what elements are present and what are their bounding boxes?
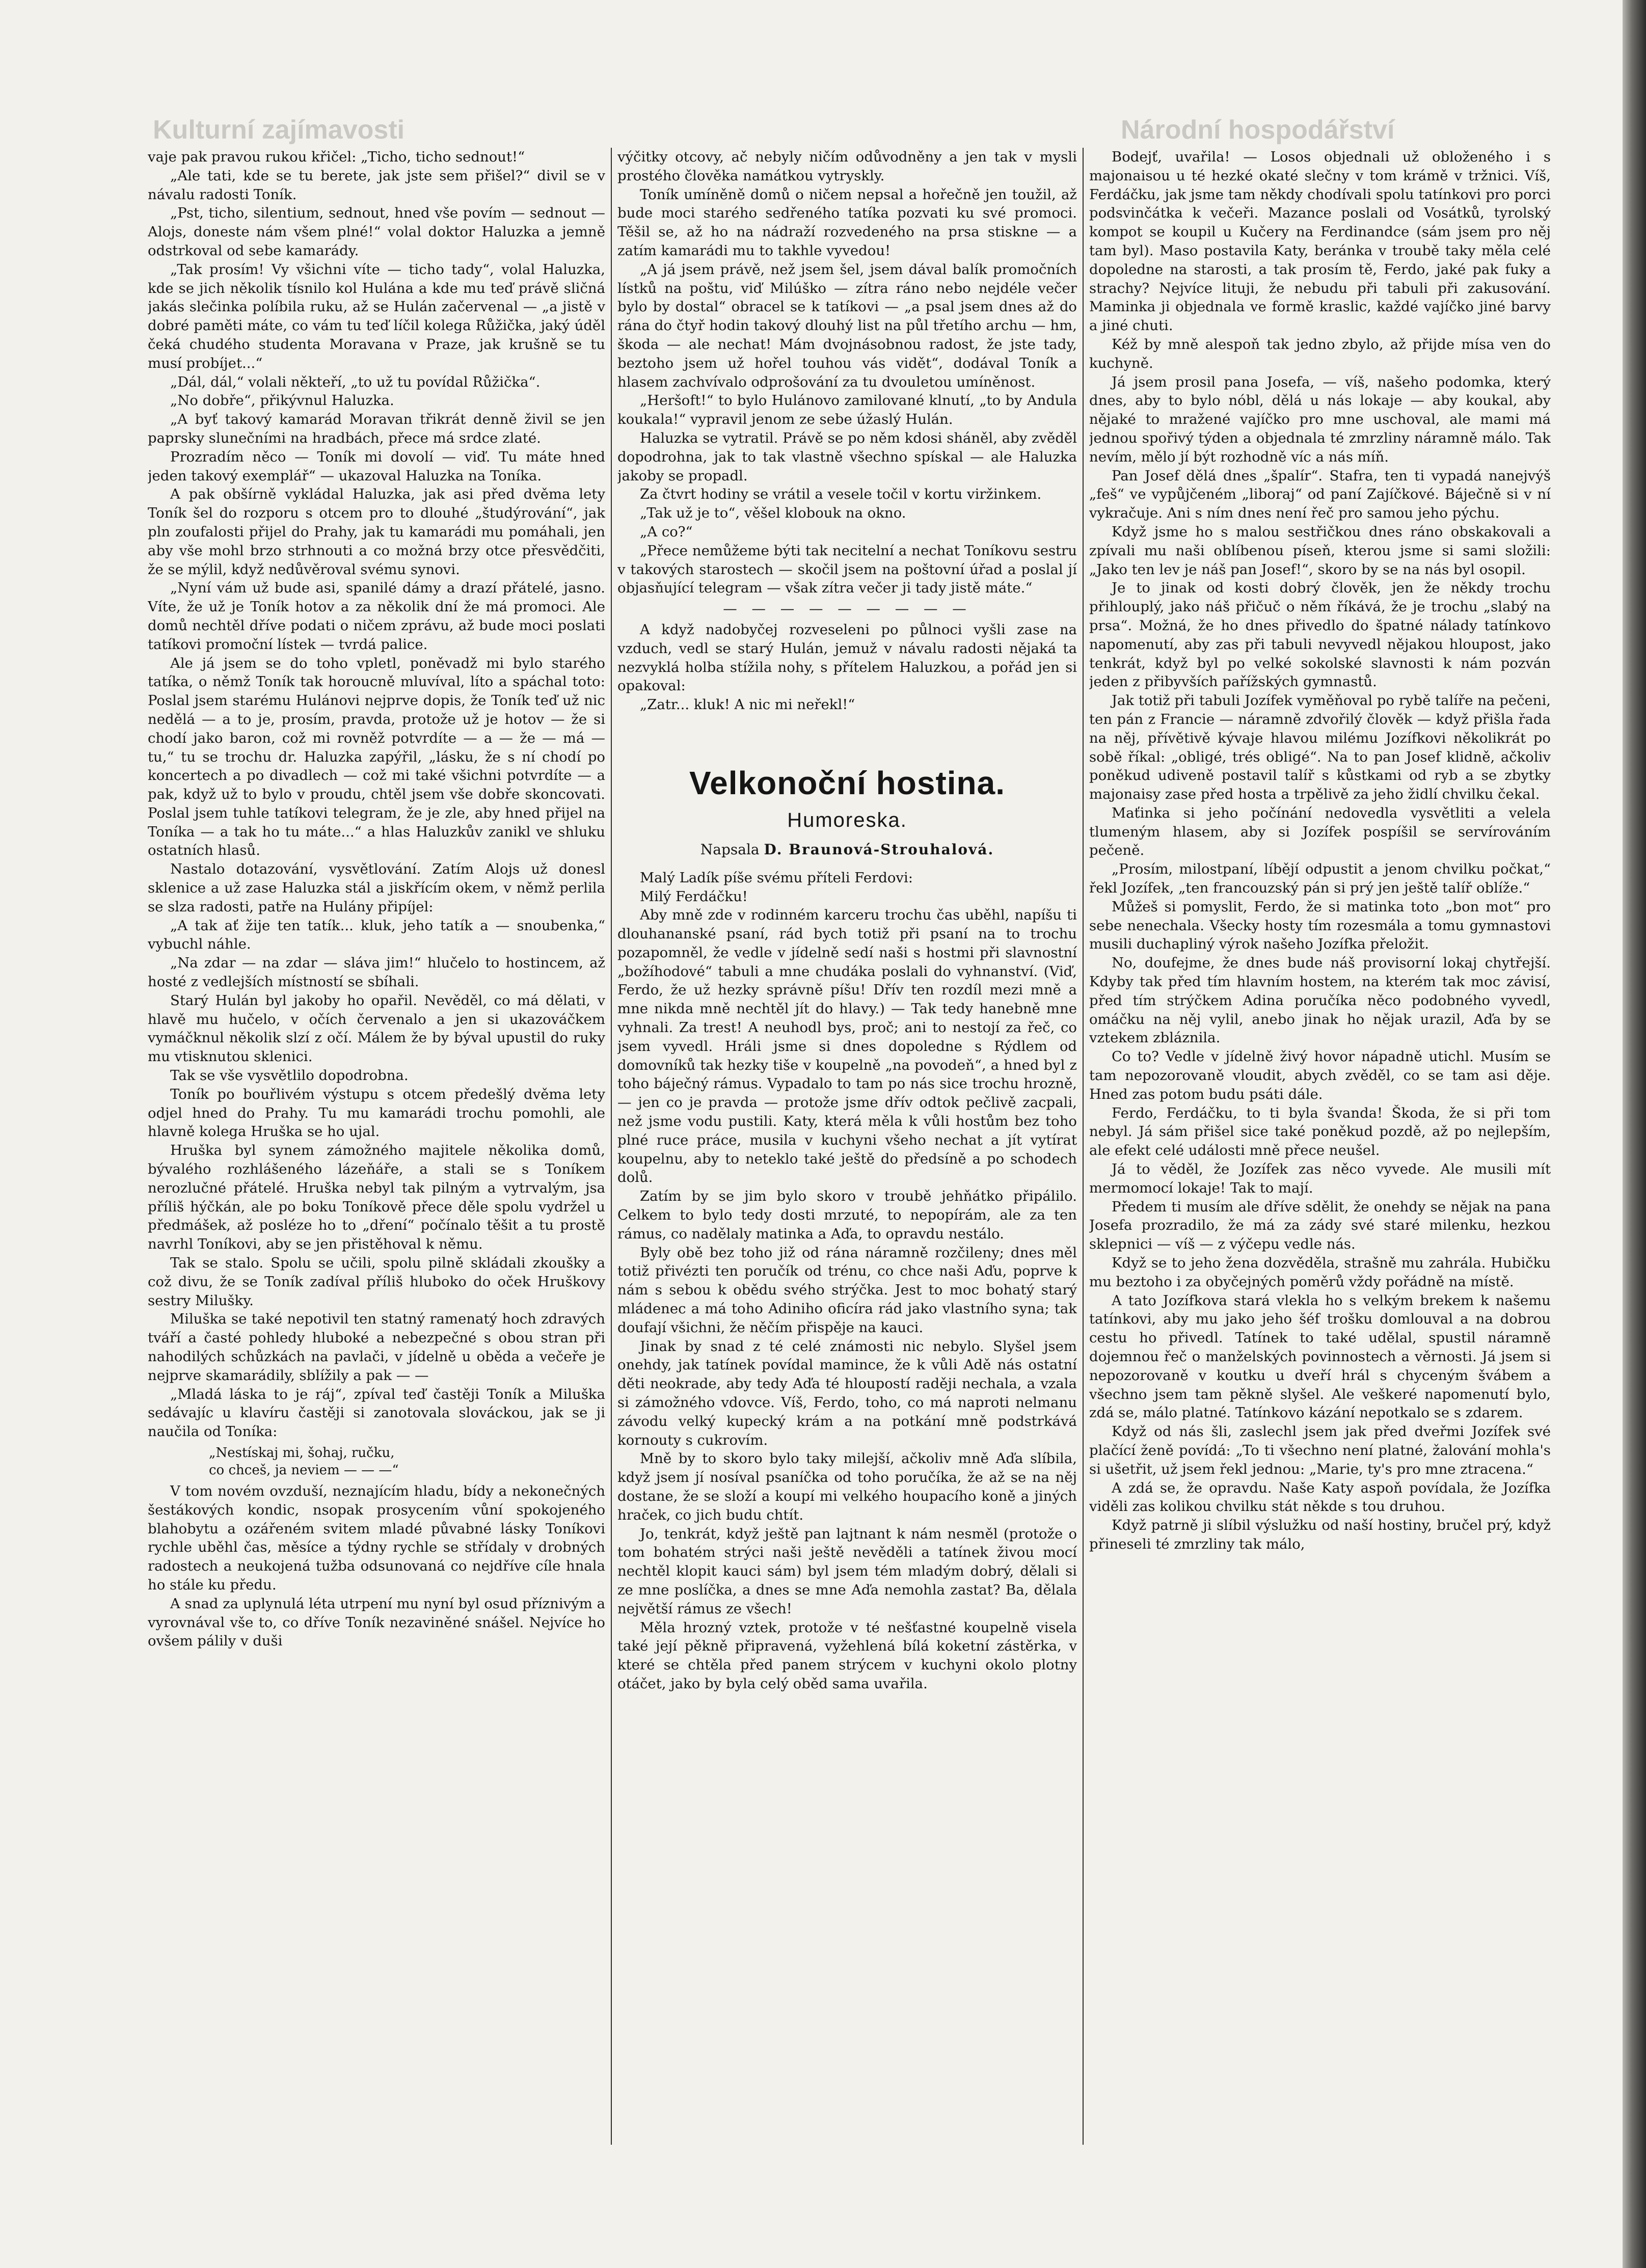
paragraph: Nastalo dotazování, vysvětlování. Zatím Alojs už donesl sklenice a už zase Haluzka stál a jiskřícím okem, v němž perlila se slza radosti, patře na Hulány připíjel: [148,861,605,915]
paragraph: Ale já jsem se do toho vpletl, poněvadž mi bylo starého tatíka, o němž Toník tak horoucně mluvíval, líto a spáchal toto: Poslal jsem starému Hulánovi nejprve dopis, že Toník teď už nic nedělá — a to je, prosím, pravda, protože už je hotov — že si chodí jako baron, což mi rovněž potvrdíte — a — že — má — tu,“ tu se trochu dr. Haluzka zapýřil, „lásku, že s ní chodí po koncertech a po divadlech — což mi také všichni potvrdíte — a pak, když už to bylo v proudu, chtěl jsem vše dobře skoncovati. Poslal jsem tuhle tatíkovi telegram, že je zle, aby hned přijel na Toníka — a tak ho tu máte...“ a hlas Haluzkův zanikl ve shluku ostatních hlasů. [148,655,605,859]
paragraph: „Přece nemůžeme býti tak necitelní a nechat Toníkovu sestru v takových starostech — skočil jsem na poštovní úřad a poslal jí objasňující telegram — však zítra večer ji tady jistě máte.“ [617,542,1077,597]
paragraph: Milý Ferdáčku! [640,888,748,905]
paragraph: Já jsem prosil pana Josefa, — víš, našeho podomka, který dnes, aby to bylo nóbl, dělá u nás lokaje — aby koukal, aby nějaké to mražené vajíčko pro mne uschoval, ale mami má jednou spořivý týden a objednala té zmrzliny náramně málo. Tak nevím, mělo jí být rozhodně víc a nás míň. [1089,373,1551,465]
paragraph: „Mladá láska to je ráj“, zpíval teď častěji Toník a Miluška sedávajíc u klavíru častěji si zanotovala slováckou, jak se ji naučila od Toníka: [148,1386,605,1440]
column-divider [1083,148,1084,2145]
paragraph: „Na zdar — na zdar — sláva jim!“ hlučelo to hostincem, až hosté z vedlejších místností se sbíhali. [148,955,605,990]
paragraph: „A byť takový kamarád Moravan třikrát denně živil se jen paprsky slunečními na hradbách, přece má srdce zlaté. [148,411,605,446]
paragraph: Zatím by se jim bylo skoro v troubě jehňátko připálilo. Celkem to bylo tedy dosti mrzuté, to nepopírám, ale za ten rámus, co nadělaly matinka a Aďa, to opravdu nestálo. [617,1188,1077,1242]
section-dashes: — — — — — — — — — [723,601,972,617]
column-middle [617,148,1077,2145]
verse-line: „Nestískaj mi, šohaj, ručku, [209,1445,395,1461]
author-name: D. Braunová-Strouhalová. [764,841,994,858]
paragraph: No, doufejme, že dnes bude náš provisorní lokaj chytřejší. Kdyby tak před tím hlavním hostem, na kterém tak moc závisí, před tím strýčkem Adina poručíka něco podobného vyvedl, omáčku na něj vylil, anebo jinak ho nějak urazil, Aďa by se vztekem zbláznila. [1089,955,1551,1046]
paragraph: Haluzka se vytratil. Právě se po něm kdosi sháněl, aby zvěděl dopodrohna, jak to tak vlastně všechno spískal — ale Haluzka jakoby se propadl. [617,429,1077,484]
paragraph: Je to jinak od kosti dobrý člověk, jen že někdy trochu přihlouplý, jako náš přičuč o něm říkává, že je trochu „slabý na prsa“. Možná, že ho dnes přivedlo do špatné nálady tatínkovo napomenutí, aby zas při tabuli nevyvedl nějakou hloupost, jako tenkrát, když byl po velké sokolské slavnosti k nám pozván jeden z přibyvších pařížských gymnastů. [1089,580,1551,690]
paragraph: Jak totiž při tabuli Jozífek vyměňoval po rybě talíře na pečeni, ten pán z Francie — náramně zdvořilý člověk — když přišla řada na něj, přívětivě kývaje hlavou milému Jozífkovi několikrát po sobě říkal: „obligé, trés obligé“. Na to pan Josef klidně, ačkoliv poněkud udiveně postavil talíř s kůstkami od ryb a se zbytky majonaisy zase před hosta a trpělivě za jeho židlí chvilku čekal. [1089,692,1551,803]
paragraph: A snad za uplynulá léta utrpení mu nyní byl osud příznivým a vyrovnával vše to, co dříve Toník nezaviněné snášel. Nejvíce ho ovšem pálily v duši [148,1595,605,1650]
paragraph: „Prosím, milostpaní, líbějí odpustit a jenom chvilku počkat,“ řekl Jozífek, „ten francouzský pán si prý jen ještě talíř oblíže.“ [1089,861,1551,897]
paragraph: A tato Jozífkova stará vlekla ho s velkým brekem k našemu tatínkovi, aby mu jako jeho šéf trošku domlouval a na dobrou cestu ho přivedl. Tatínek to také udělal, spustil náramně dojemnou řeč o manželských povinnostech a věrnosti. Já jsem si nepozorovaně v koutku u dveří hrál s chyceným švábem a všechno jsem tam pěkně slyšel. Ale veškeré napomenutí bylo, zdá se, málo platné. Tatínkovo kázání nepotkalo se s zdarem. [1089,1292,1551,1421]
paragraph: Hruška byl synem zámožného majitele několika domů, bývalého rozhlášeného lázeňáře, a stali se s Toníkem nerozlučné přátelé. Hruška nebyl tak pilným a vytrvalým, jsa příliš hýčkán, ale po boku Toníkově přece děle spolu vydržel u předmášek, až posléze ho to „dření“ počínalo těšit a tu prostě navrhl Toníkovi, aby se jen přistěhoval k němu. [148,1142,605,1253]
paragraph: „Dál, dál,“ volali někteří, „to už tu povídal Růžička“. [170,373,541,390]
paragraph: V tom novém ovzduší, neznajícím hladu, bídy a nekonečných šestákových kondic, nsopak prosycením vůní spokojeného blahobytu a ozářeném svitem mladé půvabné lásky Toníkovi rychle uběhl čas, měsíce a týdny rychle se střídaly v drobných radostech a neukojená tužba odsunovaná co nejdříve cíle hnala ho stále ku předu. [148,1482,605,1593]
paragraph: Toník umíněně domů o ničem nepsal a hořečně jen toužil, až bude moci starého sedřeného tatíka pozvati ku své promoci. Těšil se, až ho na nádraží rozvedeného na prsa stiskne — a zatím kamarádi mu to takhle vyvedou! [617,186,1077,259]
paragraph: A když nadobyčej rozveseleni po půlnoci vyšli zase na vzduch, vedl se starý Hulán, jemuž v návalu radosti nějaká ta nezvyklá holba stížila nohy, s přítelem Haluzkou, a pořád jen si opakoval: [617,621,1077,694]
paragraph: Toník po bouřlivém výstupu s otcem předešlý dvěma lety odjel hned do Prahy. Tu mu kamarádi trochu pomohli, ale hlavně kolega Hruška se ho ujal. [148,1086,605,1140]
bleedthrough-heading-left: Kulturní zajímavosti [153,115,405,145]
paragraph: „Zatr... kluk! A nic mi neřekl!“ [640,696,855,713]
paragraph: Jo, tenkrát, když ještě pan lajtnant k nám nesměl (protože o tom bohatém strýci naši ještě nevěděli a tatínek živou mocí nechtěl klopit kauci sám) byl jsem tém mladým dobrý, dělali si ze mne poslíčka, a dnes se mne Aďa nemohla zastat? Ba, dělala největší rámus ze všech! [617,1525,1077,1617]
paragraph: A zdá se, že opravdu. Naše Katy aspoň povídala, že Jozífka viděli zas kolikou chvilku stát někde s tou druhou. [1089,1479,1551,1515]
paragraph: Ferdo, Ferdáčku, to ti byla švanda! Škoda, že si při tom nebyl. Já sám přišel sice také poněkud pozdě, až po nejlepším, ale efekt celé události mně přece neušel. [1089,1104,1551,1159]
paragraph: Miluška se také nepotivil ten statný ramenatý hoch zdravých tváří a časté pohledy hluboké a nebezpečné s obou stran při nahodilých schůzkách na pavlači, v jídelně u oběda a večeře je nejprve skamarádily, sblížily a pak — — [148,1311,605,1384]
paragraph: „No dobře“, přikývnul Haluzka. [170,392,394,409]
paragraph: „Nyní vám už bude asi, spanilé dámy a drazí přátelé, jasno. Víte, že už je Toník hotov a za několik dní že má promoci. Ale domů nechtěl dříve podati o ničem zprávu, až bude moci poslati tatíkovi promoční lístek — tvrdá palice. [148,580,605,653]
verse-line: co chceš, ja neviem — — —“ [209,1462,399,1478]
paragraph: Kéž by mně alespoň tak jedno zbylo, až přijde mísa ven do kuchyně. [1089,336,1551,371]
paragraph: Co to? Vedle v jídelně živý hovor nápadně utichl. Musím se tam nepozorovaně vloudit, abych zvěděl, co se tam asi děje. Hned zas potom budu psáti dále. [1089,1048,1551,1102]
paragraph: Maťinka si jeho počínání nedovedla vysvětliti a velela tlumeným hlasem, aby si Jozífek pospíšil se servírováním pečeně. [1089,804,1551,859]
paragraph: A pak obšírně vykládal Haluzka, jak asi před dvěma lety Toník šel do rozporu s otcem pro to dlouhé „študýrování“, jak pln zoufalosti přijel do Prahy, jak tu kamarádi mu pomáhali, jen aby vše mohl brzo strhnouti a co možná brzy otce přesvědčiti, že se mýlil, když nedůvěroval svému synovi. [148,486,605,578]
paragraph: Prozradím něco — Toník mi dovolí — viď. Tu máte hned jeden takový exemplář“ — ukazoval Haluzka na Toníka. [148,448,605,484]
paragraph: „Heršoft!“ to bylo Hulánovo zamilované klnutí, „to by Andula koukala!“ vypravil jenom ze sebe úžaslý Hulán. [617,392,1077,428]
paragraph: Mně by to skoro bylo taky milejší, ačkoliv mně Aďa slíbila, když jsem jí nosíval psaníčka od toho poručíka, že až se na něj dostane, že se složí a koupí mi velkého houpacího koně a jiných hraček, co jich budu chtít. [617,1450,1077,1523]
paragraph: Předem ti musím ale dříve sdělit, že onehdy se nějak na pana Josefa prozradilo, že má za zády své staré milenku, hezkou sklepnici — víš — z výčepu vedle nás. [1089,1198,1551,1253]
column-left [148,148,605,2145]
paragraph: vaje pak pravou rukou křičel: „Ticho, ticho sednout!“ [148,149,525,165]
paragraph: „Tak už je to“, věšel klobouk na okno. [640,505,906,522]
paragraph: „A co?“ [640,523,693,540]
paragraph: Měla hrozný vztek, protože v té nešťastné koupelně visela také její pěkně připravená, vyžehlená bílá koketní zástěrka, v které se chtěla před panem strýcem v kuchyni okolo plotny otáčet, jako by byla celý oběd sama uvařila. [617,1619,1077,1692]
paragraph: Malý Ladík píše svému příteli Ferdovi: [640,869,913,886]
paragraph: „A já jsem právě, než jsem šel, jsem dával balík promočních lístků na poštu, viď Milúško — zítra ráno nebo nejdéle večer bylo by dostal“ obracel se k tatíkovi — „a psal jsem dnes až do rána do čtyř hodin takový dlouhý list na půl třetího archu — hm, škoda — ale nechat! Mám dvojnásobnou radost, že jste tady, beztoho jsem už hořel touhou vás vidět“, dodával Toník a hlasem zachvívalo odprošování za tu dvouletou umíněnost. [617,261,1077,390]
paragraph: Pan Josef dělá dnes „špalír“. Stafra, ten ti vypadá nanejvýš „feš“ ve vypůjčeném „liboraj“ od paní Zajíčkové. Báječně si v ní vykračuje. Ani s ním dnes není řeč pro samou jeho pýchu. [1089,467,1551,522]
bleedthrough-heading-right: Národní hospodářství [1121,115,1395,145]
byline-prefix: Napsala [700,841,760,858]
paragraph: Můžeš si pomyslit, Ferdo, že si matinka toto „bon mot“ pro sebe nenechala. Všecky hosty tím rozesmála a tomu gymnastovi musili duchapliný výrok našeho Jozífka přeložit. [1089,898,1551,953]
song-verse [209,1444,605,1479]
story-subtitle: Humoreska. [787,808,907,831]
paragraph: Aby mně zde v rodinném karceru trochu čas uběhl, napíšu ti dlouhananské psaní, rád bych totiž při psaní na to trochu pozapomněl, že vedle v jídelně sedí naši s hostmi při slavnostní „božíhodové“ tabuli a mne chudáka poslali do vyhnanství. (Viď, Ferdo, že už hezky správně píšu! Dřív ten rozdíl mezi mně a mne nikda mně nechtěl jít do hlavy.) — Tak tedy hanebně mne vyhnali. Za trest! A neuhodl bys, proč; ani to nestojí za řeč, co jsem vyvedl. Hráli jsme si dnes dopoledne s Rýdlem od domovníků tak hezky tiše v koupelně „na povodeň“, a hned byl z toho báječný rámus. Vypadalo to tam po nás sice trochu hrozně, — jen co je pravda — protože jsme dřív odtok pečlivě zacpali, než jsme vodu pustili. Katy, která měla k vůli hostům bez toho plné ruce práce, musila v kuchyni všeho nechat a jít vytírat koupelnu, aby to neteklo také ještě do předsíně a po schodech dolů. [617,907,1077,1186]
paragraph: „Pst, ticho, silentium, sednout, hned vše povím — sednout — Alojs, doneste nám všem plné!“ volal doktor Haluzka a jemně odstrkoval od sebe kamarády. [148,205,605,259]
paragraph: Bodejť, uvařila! — Losos objednali už obloženého i s majonaisou u té hezké okaté slečny v tom krámě v tržnici. Víš, Ferdáčku, jak jsme tam někdy chodívali spolu tatínkovi pro porci podsvinčátka k večeři. Mazance poslali od Vosátků, tyrolský kompot se koupil u Kučery na Ferdinandce (sám jsem pro něj tam byl). Maso postavila Katy, beránka v troubě taky měla celé dopoledne na starosti, a tak prosím tě, Ferdo, jaké pak fuky a strachy? Nejvíce lituji, že nebudu při tabuli při zakusování. Maminka ji objednala ve formě kraslic, každé vajíčko jiné barvy a jiné chuti. [1089,149,1551,334]
column-right [1089,148,1551,2145]
paragraph: Když se to jeho žena dozvěděla, strašně mu zahrála. Hubičku mu beztoho i za obyčejných poměrů vždy pořádně na místě. [1089,1255,1551,1290]
scan-binding-edge [1623,0,1646,2268]
paragraph: „Ale tati, kde se tu berete, jak jste sem přišel?“ divil se v návalu radosti Toník. [148,167,605,203]
story-byline [617,841,1077,859]
paragraph: Starý Hulán byl jakoby ho opařil. Nevěděl, co má dělati, v hlavě mu hučelo, v očích červenalo a jen si ukazováčkem vymáčknul několik slzí z očí. Málem že by býval upustil do ruky mu vtisknutou sklenici. [148,992,605,1065]
paragraph: Když jsme ho s malou sestřičkou dnes ráno obskakovali a zpívali mu naši oblíbenou píseň, kterou jsme si sami složili: „Jako ten lev je náš pan Josef!“, skoro by se na nás byl osopil. [1089,523,1551,578]
paragraph: Tak se stalo. Spolu se učili, spolu pilně skládali zkoušky a což divu, že se Toník zadíval příliš hluboko do oček Hruškovy sestry Milušky. [148,1255,605,1309]
paragraph: „A tak ať žije ten tatík... kluk, jeho tatík a — snoubenka,“ vybuchl náhle. [148,917,605,953]
story-title: Velkonoční hostina. [689,764,1005,801]
paragraph: Jinak by snad z té celé známosti nic nebylo. Slyšel jsem onehdy, jak tatínek povídal mamince, že k vůli Adě nás ostatní děti neokrade, aby tedy Aďa té hloupostí raději nechala, a vzala si zámožného vdovce. Víš, Ferdo, toho, co má naproti nelmanu závodu velký kupecký krám a na potkání mně podstrkává kornouty s cukrovím. [617,1338,1077,1448]
paragraph: „Tak prosím! Vy všichni víte — ticho tady“, volal Haluzka, kde se jich několik tísnilo kol Hulána a kde mu teď právě sličná jakás slečinka políbila ruku, až se Hulán začervenal — „a jistě v dobré paměti máte, co vám tu teď líčil kolega Růžička, jaký úděl čeká chudého studenta Moravana v Praze, jak krušně se tu musí probíjet...“ [148,261,605,371]
paragraph: Když patrně ji slíbil výslužku od naší hostiny, bručel prý, když přineseli té zmrzliny tak málo, [1089,1517,1551,1552]
paragraph: Za čtvrt hodiny se vrátil a vesele točil v kortu viržinkem. [640,486,1042,503]
paragraph: Byly obě bez toho již od rána náramně rozčileny; dnes měl totiž přivézti ten poručík od trénu, co chce naši Aďu, poprve k nám s sebou k obědu svého strýčka. Jest to moc bohatý starý mládenec a má toho Adiniho oficíra rád jako vlastního syna; tak doufají všichni, že něčím přispěje na kauci. [617,1244,1077,1336]
paragraph: Já to věděl, že Jozífek zas něco vyvede. Ale musili mít mermomocí lokaje! Tak to mají. [1089,1161,1551,1196]
paragraph: výčitky otcovy, ač nebyly ničím odůvodněny a jen tak v mysli prostého člověka namátkou vytryskly. [617,149,1077,184]
paragraph: Tak se vše vysvětlilo dopodrobna. [170,1067,409,1084]
column-divider [611,148,612,2145]
paragraph: Když od nás šli, zaslechl jsem jak před dveřmi Jozífek své plačící ženě povídá: „To ti všechno není platné, žalování mohla's si ušetřit, už jsem řekl jednou: „Marie, ty's pro mne ztracena.“ [1089,1423,1551,1477]
